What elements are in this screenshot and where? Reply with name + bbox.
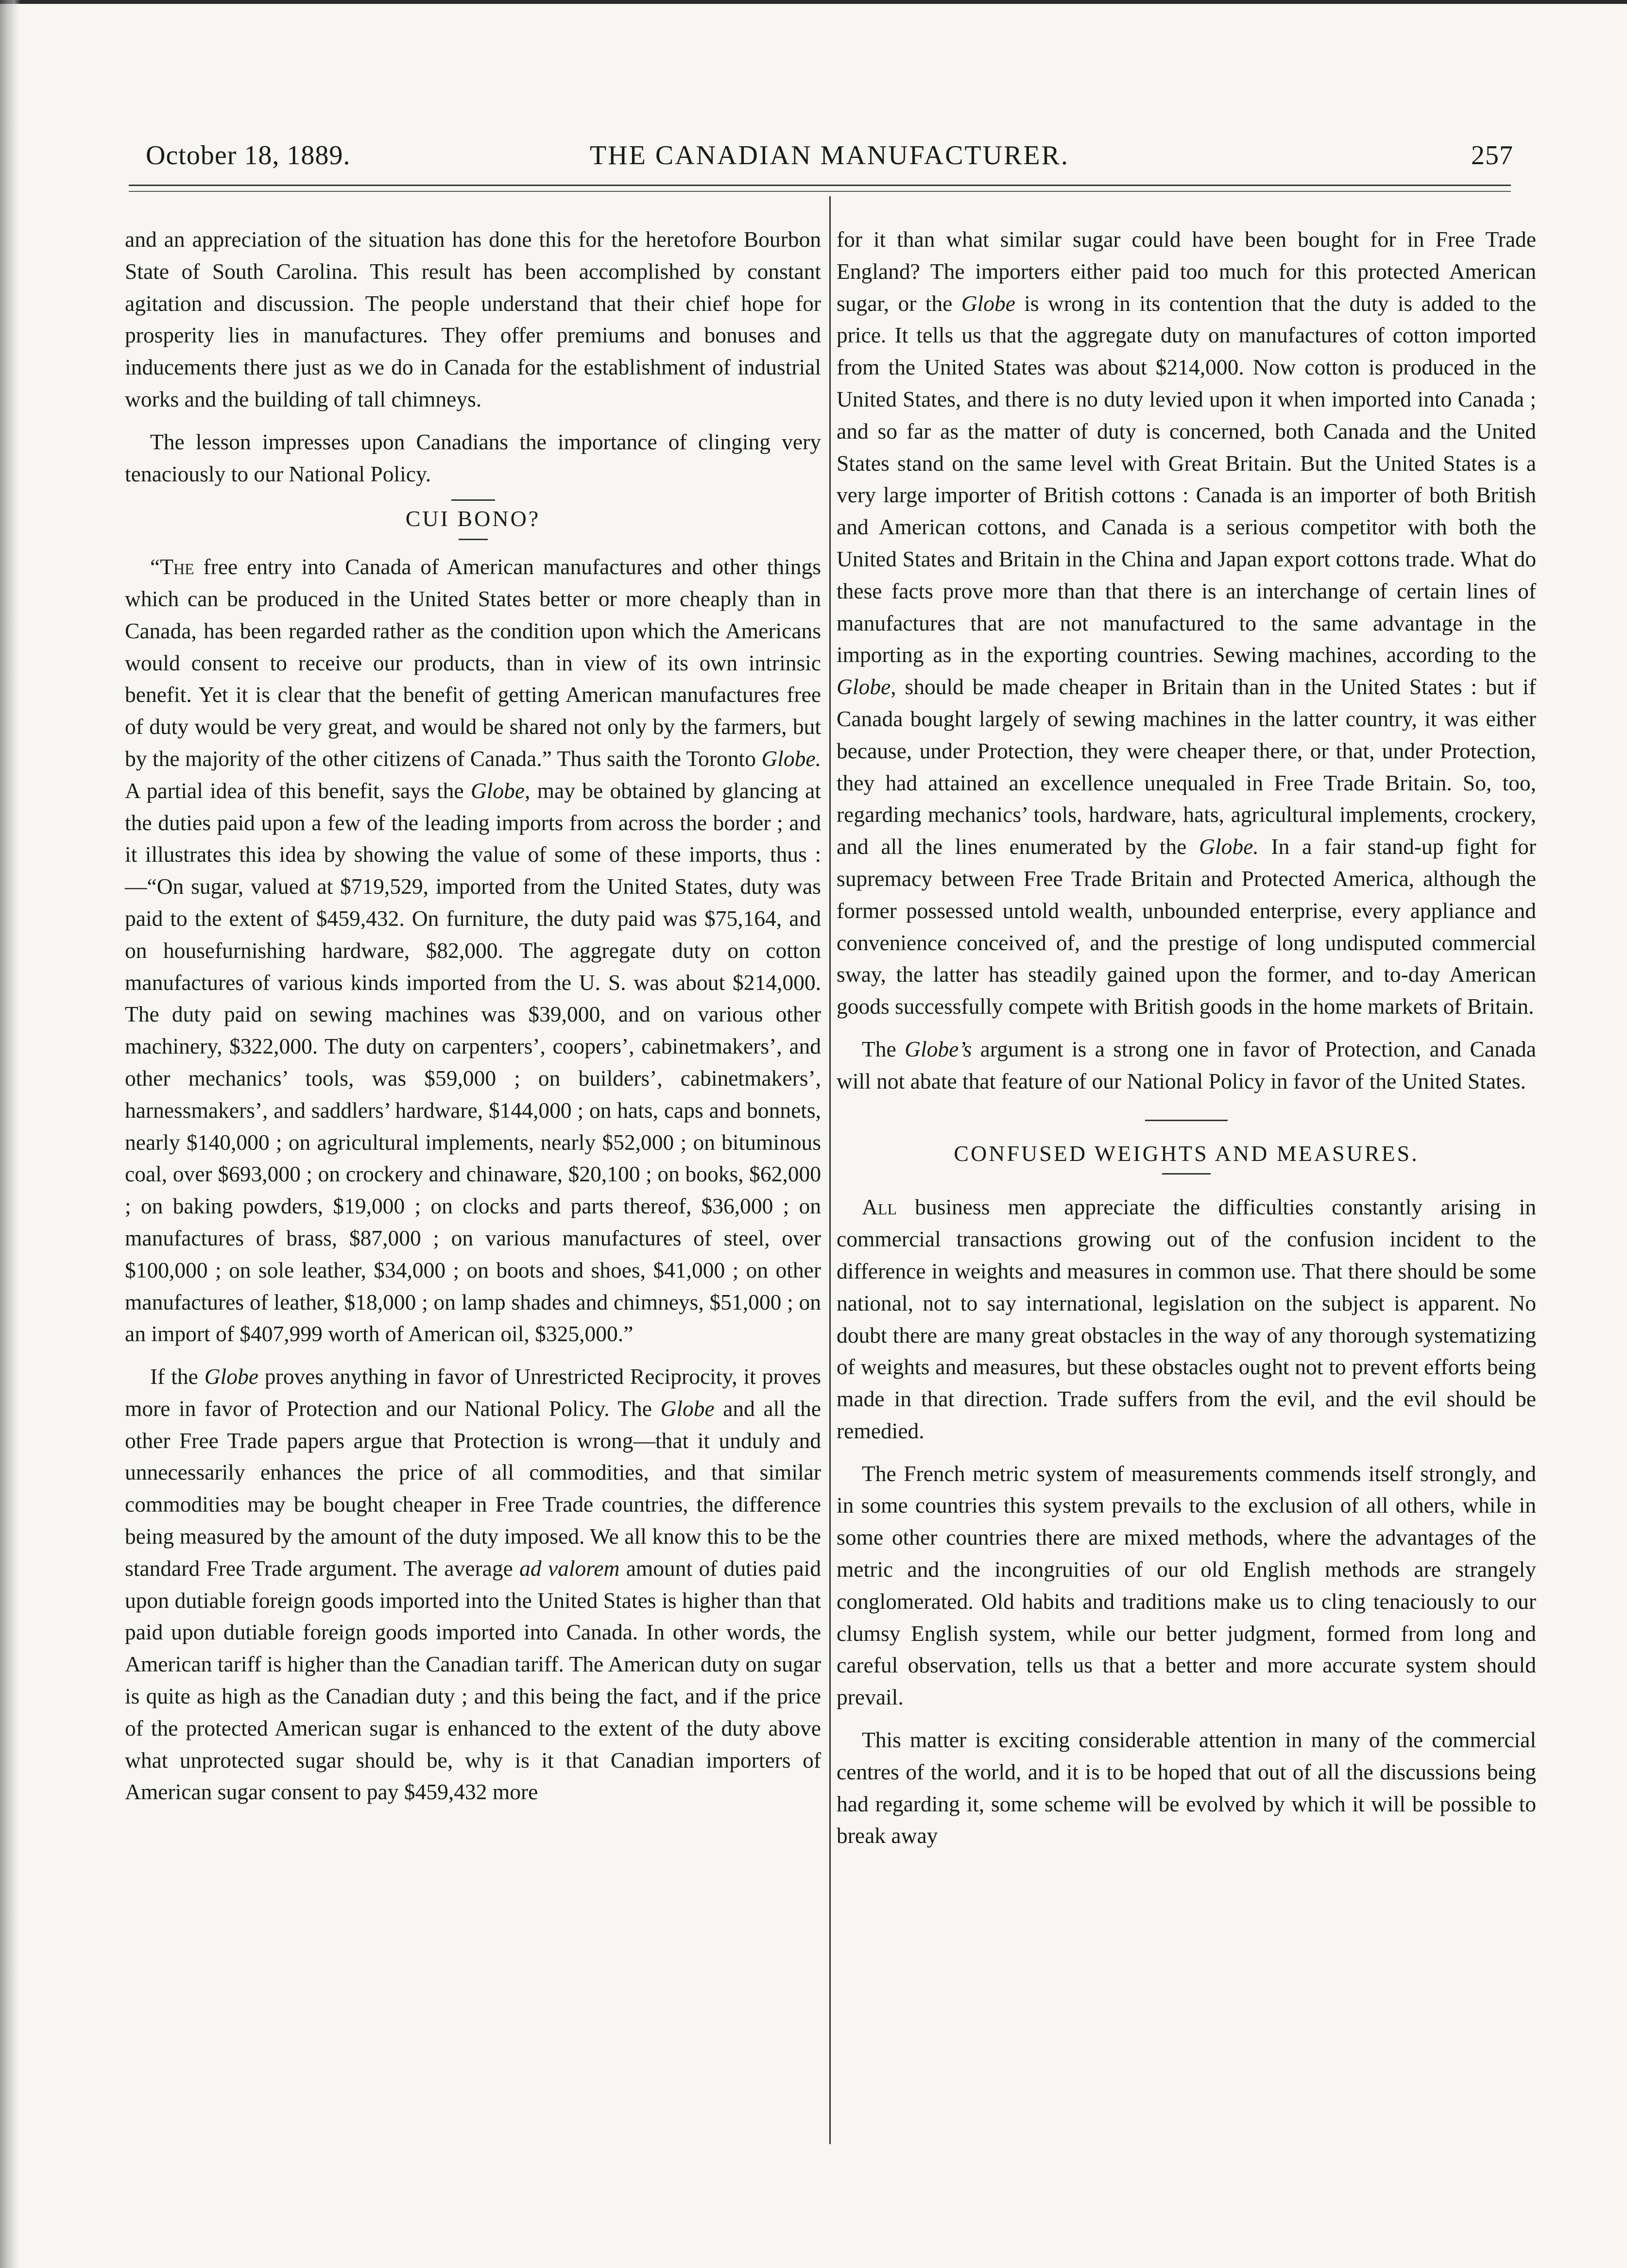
section-rule — [459, 539, 488, 540]
globe-title: Globe. — [1199, 834, 1259, 859]
left-column — [125, 223, 821, 1808]
globe-title: Globe — [837, 674, 891, 699]
globe-title: Globe’s — [905, 1036, 972, 1061]
globe-title: Globe — [204, 1364, 258, 1389]
header-double-rule — [129, 185, 1511, 192]
article-paragraph: This matter is exciting considerable attention in many of the commercial centres of the world, and it is to be hoped that out of all the discussions being had regarding it, some scheme will be evolved by which it will be possible to break away — [837, 1727, 1536, 1848]
article-paragraph: The Globe’s argument is a strong one in favor of Protection, and Canada will not abate that feature of our National Policy in favor of the United States. — [837, 1036, 1536, 1093]
section-rule — [1162, 1173, 1211, 1175]
globe-title: Globe — [470, 778, 525, 803]
page-binding-edge — [0, 0, 20, 2268]
publication-title: THE CANADIAN MANUFACTURER. — [590, 140, 1069, 171]
latin-phrase: ad valorem — [519, 1555, 620, 1581]
lead-in: All — [862, 1194, 897, 1220]
article-paragraph: All business men appreciate the difficulties constantly arising in commercial transactions growing out of the confusion incident to the difference in weights and measures in common use. That there should be some national, not to say international, legislation on the subject is apparent. No doubt there are many great obstacles in the way of any thorough systematizing of weights and measures, but these obstacles ought not to prevent efforts being made in that direction. Trade suffers from the evil, and the evil should be remedied. — [837, 1194, 1536, 1443]
globe-title: Globe. — [761, 746, 821, 771]
issue-date: October 18, 1889. — [146, 140, 351, 171]
section-rule — [1145, 1120, 1228, 1121]
page-top-edge — [0, 0, 1627, 4]
page-number: 257 — [1471, 140, 1513, 171]
lead-in: “The — [150, 554, 194, 580]
article-paragraph: and an appreciation of the situation has done this for the heretofore Bourbon State of South Carolina. This result has been accomplished by constant agitation and discussion. The people understand that their chief hope for prosperity lies in manufactures. They offer premiums and bonuses and inducements there just as we do in Canada for the establishment of industrial works and the building of tall chimneys. — [125, 227, 821, 411]
article-paragraph: If the Globe proves anything in favor of Unrestricted Reciprocity, it proves more in favor of Protection and our National Policy. The Globe and all the other Free Trade papers argue that Protection is wrong—that it unduly and unnecessarily enhances the price of all commodities, and that similar commodities may be bought cheaper in Free Trade countries, the difference being measured by the amount of the duty imposed. We all know this to be the standard Free Trade argument. The average ad valorem amount of duties paid upon dutiable foreign goods imported into the United States is higher than that paid upon dutiable foreign goods imported into Canada. In other words, the American tariff is higher than the Canadian tariff. The American duty on sugar is quite as high as the Canadian duty ; and this being the fact, and if the price of the protected American sugar is enhanced to the extent of the duty above what unprotected sugar should be, why is it that Canadian importers of American sugar consent to pay $459,432 more — [125, 1364, 822, 1805]
section-rule — [451, 499, 495, 501]
article-paragraph: The lesson impresses upon Canadians the importance of clinging very tenaciously to our National Policy. — [125, 429, 821, 486]
article-paragraph: “The free entry into Canada of American manufactures and other things which can be produced in the United States better or more cheaply than in Canada, has been regarded rather as the condition upon which the Americans would consent to receive our products, than in view of its own intrinsic benefit. Yet it is clear that the benefit of getting American manufactures free of duty would be very great, and would be shared not only by the farmers, but by the majority of the other citizens of Canada.” Thus saith the Toronto Globe. A partial idea of this benefit, says the Globe, may be obtained by glancing at the duties paid upon a few of the leading imports from across the border ; and it illustrates this idea by showing the value of some of these imports, thus :—“On sugar, valued at $719,529, imported from the United States, duty was paid to the extent of $459,432. On furniture, the duty paid was $75,164, and on housefurnishing hardware, $82,000. The aggregate duty on cotton manufactures of various kinds imported from the U. S. was about $214,000. The duty paid on sewing machines was $39,000, and on various other machinery, $322,000. The duty on carpenters’, coopers’, cabinetmakers’, and other mechanics’ tools, was $59,000 ; on builders’, cabinetmakers’, harnessmakers’, and saddlers’ hardware, $144,000 ; on hats, caps and bonnets, nearly $140,000 ; on agricultural implements, nearly $52,000 ; on bituminous coal, over $693,000 ; on crockery and chinaware, $20,100 ; on books, $62,000 ; on baking powders, $19,000 ; on clocks and parts thereof, $36,000 ; on manufactures of brass, $87,000 ; on various manufactures of steel, over $100,000 ; on sole leather, $34,000 ; on boots and shoes, $41,000 ; on other manufactures of leather, $18,000 ; on lamp shades and chimneys, $51,000 ; on an import of $407,999 worth of American oil, $325,000.” — [125, 554, 821, 1347]
article-paragraph: for it than what similar sugar could have been bought for in Free Trade England? The importers either paid too much for this protected American sugar, or the Globe is wrong in its contention that the duty is added to the price. It tells us that the aggregate duty on manufactures of cotton imported from the United States was about $214,000. Now cotton is produced in the United States, and there is no duty levied upon it when imported into Canada ; and so far as the matter of duty is concerned, both Canada and the United States stand on the same level with Great Britain. But the United States is a very large importer of British cottons : Canada is an importer of both British and American cottons, and Canada is a serious competitor with both the United States and Britain in the China and Japan export cottons trade. What do these facts prove more than that there is an interchange of certain lines of manufactures that are not manufactured to the same advantage in the importing as in the exporting countries. Sewing machines, according to the Globe, should be made cheaper in Britain than in the United States : but if Canada bought largely of sewing machines in the latter country, it was either because, under Protection, they were cheaper there, or that, under Protection, they had attained an excellence unequaled in Free Trade Britain. So, too, regarding mechanics’ tools, hardware, hats, agricultural implements, crockery, and all the lines enumerated by the Globe. In a fair stand-up fight for supremacy between Free Trade Britain and Protected America, although the former possessed untold wealth, unbounded enterprise, every appliance and convenience conceived of, and the prestige of long undisputed commercial sway, the latter has steadily gained upon the former, and to-day American goods successfully compete with British goods in the home markets of Britain. — [837, 227, 1537, 1019]
right-column — [837, 223, 1536, 1852]
page-header — [146, 130, 1513, 179]
heading-weights-measures: CONFUSED WEIGHTS AND MEASURES. — [954, 1141, 1419, 1166]
article-paragraph: The French metric system of measurements commends itself strongly, and in some countries this system prevails to the exclusion of all others, while in some other countries there are mixed methods, where the advantages of the metric and the incongruities of our old English methods are strangely conglomerated. Old habits and traditions make us to cling tenaciously to our clumsy English system, while our better judgment, formed from long and careful observation, tells us that a better and more accurate system should prevail. — [837, 1461, 1536, 1710]
heading-cui-bono: CUI BONO? — [405, 506, 541, 531]
globe-title: Globe — [660, 1396, 715, 1421]
globe-title: Globe — [961, 290, 1015, 316]
column-divider — [829, 196, 831, 2144]
